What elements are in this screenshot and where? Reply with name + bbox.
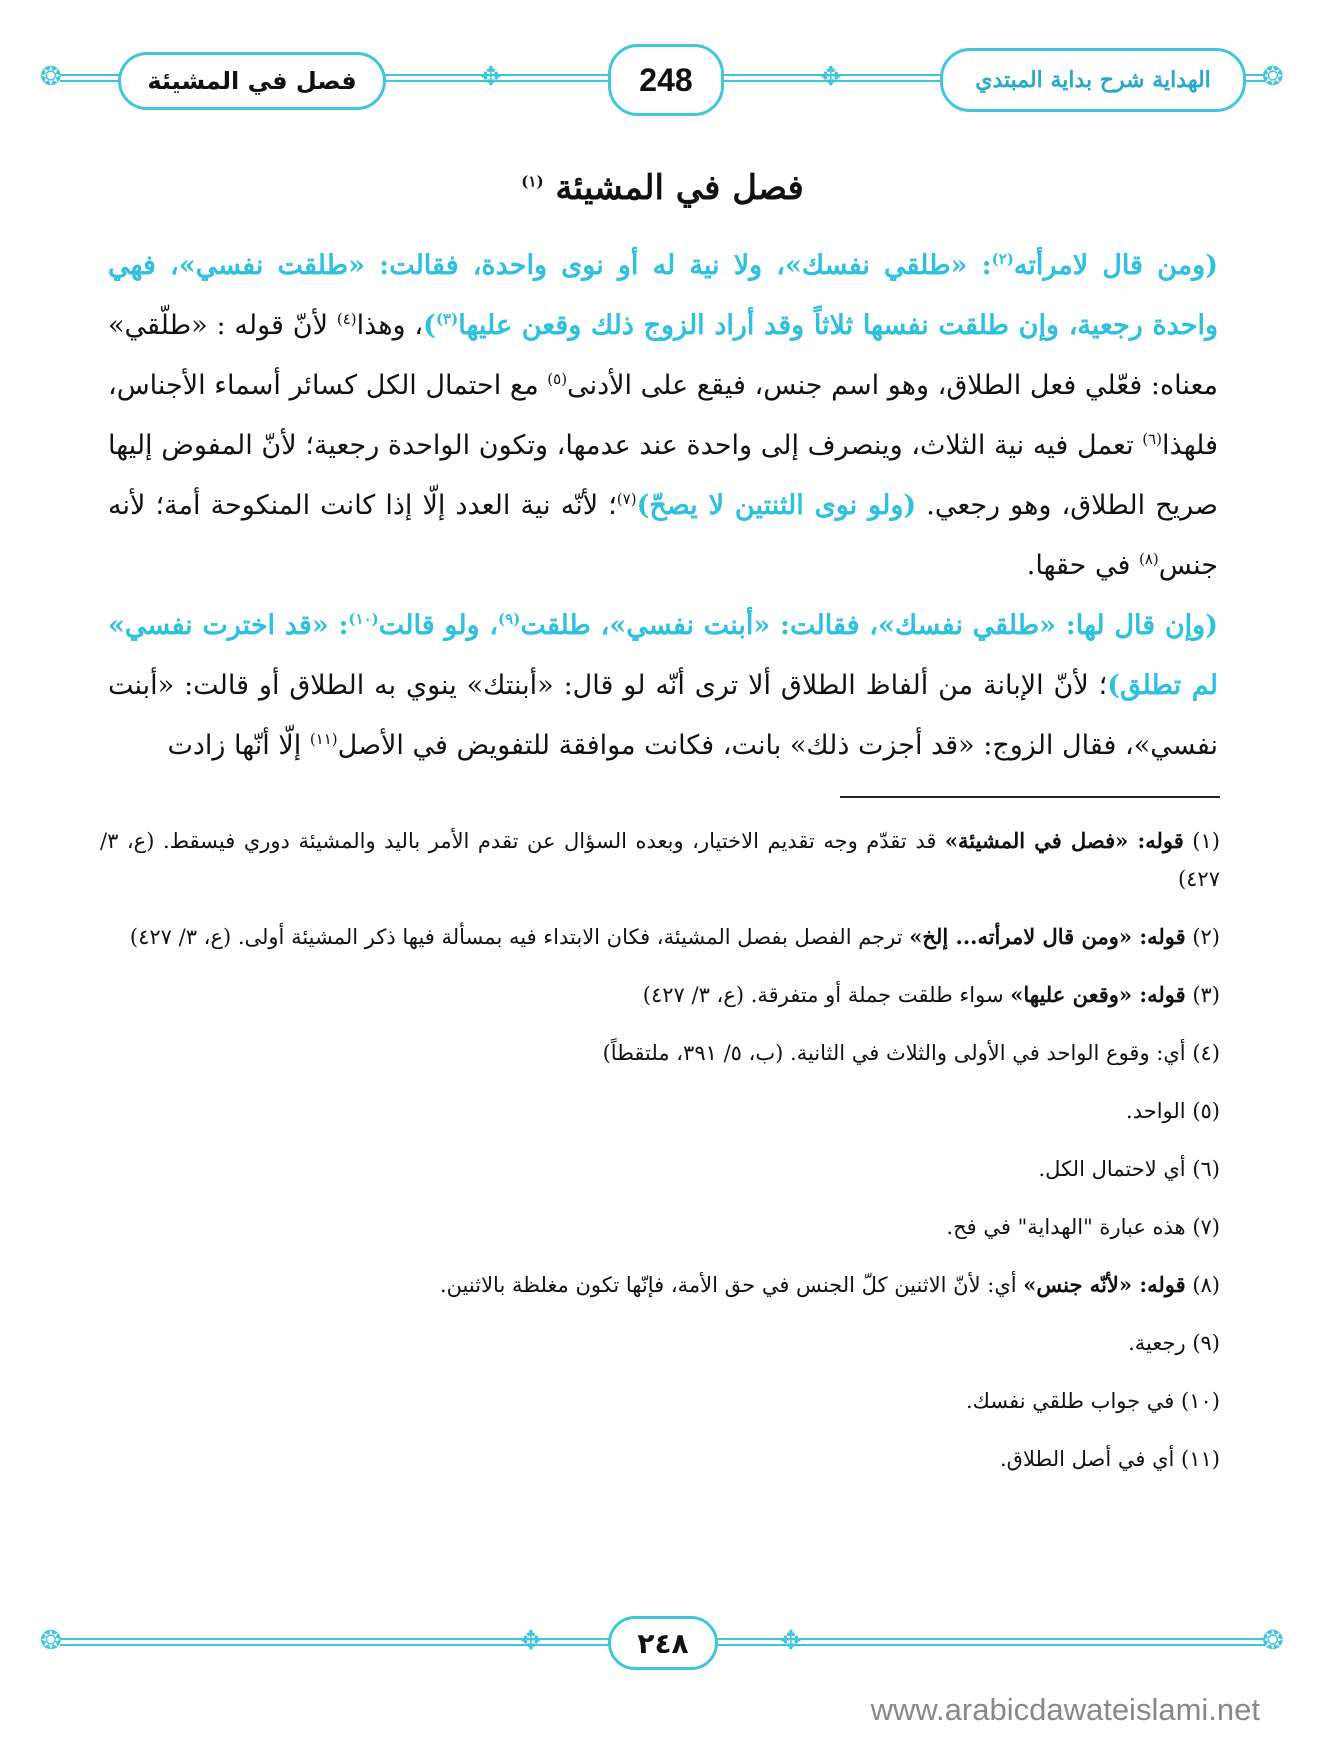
footnote-text: أي: لأنّ الاثنين كلّ الجنس في حق الأمة، فإنّها تكون مغلظة بالاثنين. bbox=[439, 1273, 1024, 1297]
footnote-8 bbox=[100, 1266, 1220, 1304]
footnote-number: (٤) bbox=[1192, 1041, 1220, 1065]
footnote-3 bbox=[100, 976, 1220, 1014]
sharh-text: لأنّ قوله : «طلّقي» معناه: فعّلي فعل الطلاق، وهو اسم جنس، فيقع على الأدنى bbox=[108, 310, 1218, 401]
section-title-footnote-ref: (١) bbox=[521, 172, 544, 191]
footnote-10 bbox=[100, 1382, 1220, 1420]
footnote-label: قوله: «وقعن عليها» bbox=[1010, 982, 1186, 1007]
footnote-text: قد تقدّم وجه تقديم الاختيار، وبعده السؤال عن تقدم الأمر باليد والمشيئة دوري فيسقط. (ع، ٣/ ٤٢٧) bbox=[100, 829, 1220, 891]
sharh-text: في حقها. bbox=[1026, 550, 1139, 581]
header-section-title-text: فصل في المشيئة bbox=[147, 67, 357, 95]
footnote-text: هذه عبارة "الهداية" في فح. bbox=[946, 1215, 1186, 1239]
footnote-ref: (٣) bbox=[435, 310, 459, 328]
section-title bbox=[400, 168, 925, 208]
footnote-11 bbox=[100, 1440, 1220, 1478]
footnote-9 bbox=[100, 1324, 1220, 1362]
sharh-text: ؛ لأنّه نية العدد إلّا إذا كانت المنكوحة أمة؛ لأنه جنس bbox=[108, 490, 1218, 581]
footnote-number: (١) bbox=[1192, 829, 1220, 853]
website-url: www.arabicdawateislami.net bbox=[870, 1692, 1260, 1727]
matn-text: (وإن قال لها: «طلقي نفسك»، فقالت: «أبنت نفسي»، طلقت bbox=[520, 610, 1218, 641]
header-section-title bbox=[118, 52, 386, 110]
footnote-ref: (١١) bbox=[309, 730, 338, 748]
footnote-number: (٢) bbox=[1192, 925, 1220, 949]
footer-ornament-right-icon: ❂ bbox=[1262, 1626, 1284, 1656]
header-ornament-mid-left-icon: ✥ bbox=[480, 62, 502, 92]
footnote-2 bbox=[100, 918, 1220, 956]
footnote-number: (٥) bbox=[1192, 1099, 1220, 1123]
footnote-label: قوله: «فصل في المشيئة» bbox=[944, 828, 1184, 853]
footnote-text: ترجم الفصل بفصل المشيئة، فكان الابتداء فيه بمسألة فيها ذكر المشيئة أولى. (ع، ٣/ ٤٢٧) bbox=[129, 925, 910, 949]
footnote-label: قوله: «ومن قال لامرأته... إلخ» bbox=[909, 924, 1186, 949]
footnote-ref: (٦) bbox=[1142, 430, 1163, 448]
header-ornament-mid-right-icon: ✥ bbox=[820, 62, 842, 92]
paragraph-1 bbox=[108, 236, 1218, 596]
footnote-ref: (٩) bbox=[498, 610, 521, 628]
footnote-4 bbox=[100, 1034, 1220, 1072]
footnote-number: (١١) bbox=[1181, 1447, 1220, 1471]
footnote-1 bbox=[100, 822, 1220, 898]
matn-text: (ولو نوى الثنتين لا يصحّ) bbox=[636, 490, 917, 521]
footer-page-number bbox=[608, 1616, 718, 1670]
footnote-6 bbox=[100, 1150, 1220, 1188]
section-title-text: فصل في المشيئة bbox=[555, 168, 804, 208]
footnote-number: (٨) bbox=[1192, 1273, 1220, 1297]
matn-text: ) bbox=[423, 310, 436, 341]
sharh-text: ، وهذا bbox=[356, 310, 424, 341]
footnote-text: أي: وقوع الواحد في الأولى والثلاث في الثانية. (ب، ٥/ ٣٩١، ملتقطاً) bbox=[602, 1041, 1186, 1065]
header-ornament-right-icon: ❂ bbox=[1262, 62, 1284, 92]
header-ornament-left-icon: ❂ bbox=[40, 62, 62, 92]
footnote-label: قوله: «لأنّه جنس» bbox=[1023, 1272, 1186, 1297]
sharh-text: تعمل فيه نية الثلاث، وينصرف إلى واحدة عند عدمها، وتكون الواحدة رجعية؛ لأنّ المفوض إليها صريح الطلاق، وهو رجعي. bbox=[108, 430, 1218, 521]
header-page-number-text: 248 bbox=[639, 61, 693, 98]
footnote-7 bbox=[100, 1208, 1220, 1246]
sharh-text: إلّا أنّها زادت bbox=[167, 730, 310, 761]
header-book-title-text: الهداية شرح بداية المبتدي bbox=[975, 67, 1211, 93]
footnote-text: أي لاحتمال الكل. bbox=[1038, 1157, 1186, 1181]
footnote-number: (٦) bbox=[1192, 1157, 1220, 1181]
sharh-text: ؛ لأنّ الإبانة من ألفاظ الطلاق ألا ترى أنّه لو قال: «أبنتك» ينوي به الطلاق أو قالت: «أبنت نفسي»، فقال الزوج: «قد أجزت ذلك» بانت، فكانت موافقة للتفويض في الأصل bbox=[108, 670, 1218, 761]
footnote-ref: (٤) bbox=[336, 310, 357, 328]
footnote-text: الواحد. bbox=[1126, 1099, 1186, 1123]
footnote-ref: (٢) bbox=[991, 250, 1014, 268]
footer-ornament-mid-left-icon: ✥ bbox=[520, 1626, 542, 1656]
footer-page-number-text: ٢٤٨ bbox=[637, 1626, 689, 1660]
footnotes bbox=[100, 822, 1220, 1498]
footnote-text: في جواب طلقي نفسك. bbox=[965, 1389, 1175, 1413]
footnote-number: (٣) bbox=[1192, 983, 1220, 1007]
footnote-5 bbox=[100, 1092, 1220, 1130]
matn-text: : «طلقي نفسك»، ولا نية له أو نوى واحدة، فقالت: «طلقت نفسي»، فهي واحدة رجعية، وإن طلقت نفسها ثلاثاً وقد أراد الزوج ذلك وقعن عليها bbox=[108, 250, 1218, 341]
main-text bbox=[108, 236, 1218, 776]
footnote-separator bbox=[840, 796, 1220, 798]
matn-text: (ومن قال لامرأته bbox=[1013, 250, 1218, 281]
footnote-ref: (٨) bbox=[1138, 550, 1159, 568]
footnote-number: (٧) bbox=[1192, 1215, 1220, 1239]
footnote-text: رجعية. bbox=[1128, 1331, 1186, 1355]
header-page-number bbox=[608, 44, 724, 116]
matn-text: ، ولو قالت bbox=[378, 610, 499, 641]
footnote-ref: (١٠) bbox=[348, 610, 379, 628]
footnote-number: (٩) bbox=[1192, 1331, 1220, 1355]
footnote-ref: (٥) bbox=[547, 370, 568, 388]
sharh-text: مع احتمال الكل كسائر أسماء الأجناس، فلهذا bbox=[108, 370, 1218, 461]
footer-ornament-left-icon: ❂ bbox=[40, 1626, 62, 1656]
footnote-ref: (٧) bbox=[616, 490, 637, 508]
footnote-text: أي في أصل الطلاق. bbox=[999, 1447, 1175, 1471]
footnote-text: سواء طلقت جملة أو متفرقة. (ع، ٣/ ٤٢٧) bbox=[642, 983, 1011, 1007]
header-book-logo bbox=[940, 48, 1246, 112]
footnote-number: (١٠) bbox=[1181, 1389, 1220, 1413]
footer-ornament-mid-right-icon: ✥ bbox=[780, 1626, 802, 1656]
paragraph-2 bbox=[108, 596, 1218, 776]
matn-text: : «قد اخترت نفسي» لم تطلق) bbox=[108, 610, 1218, 701]
